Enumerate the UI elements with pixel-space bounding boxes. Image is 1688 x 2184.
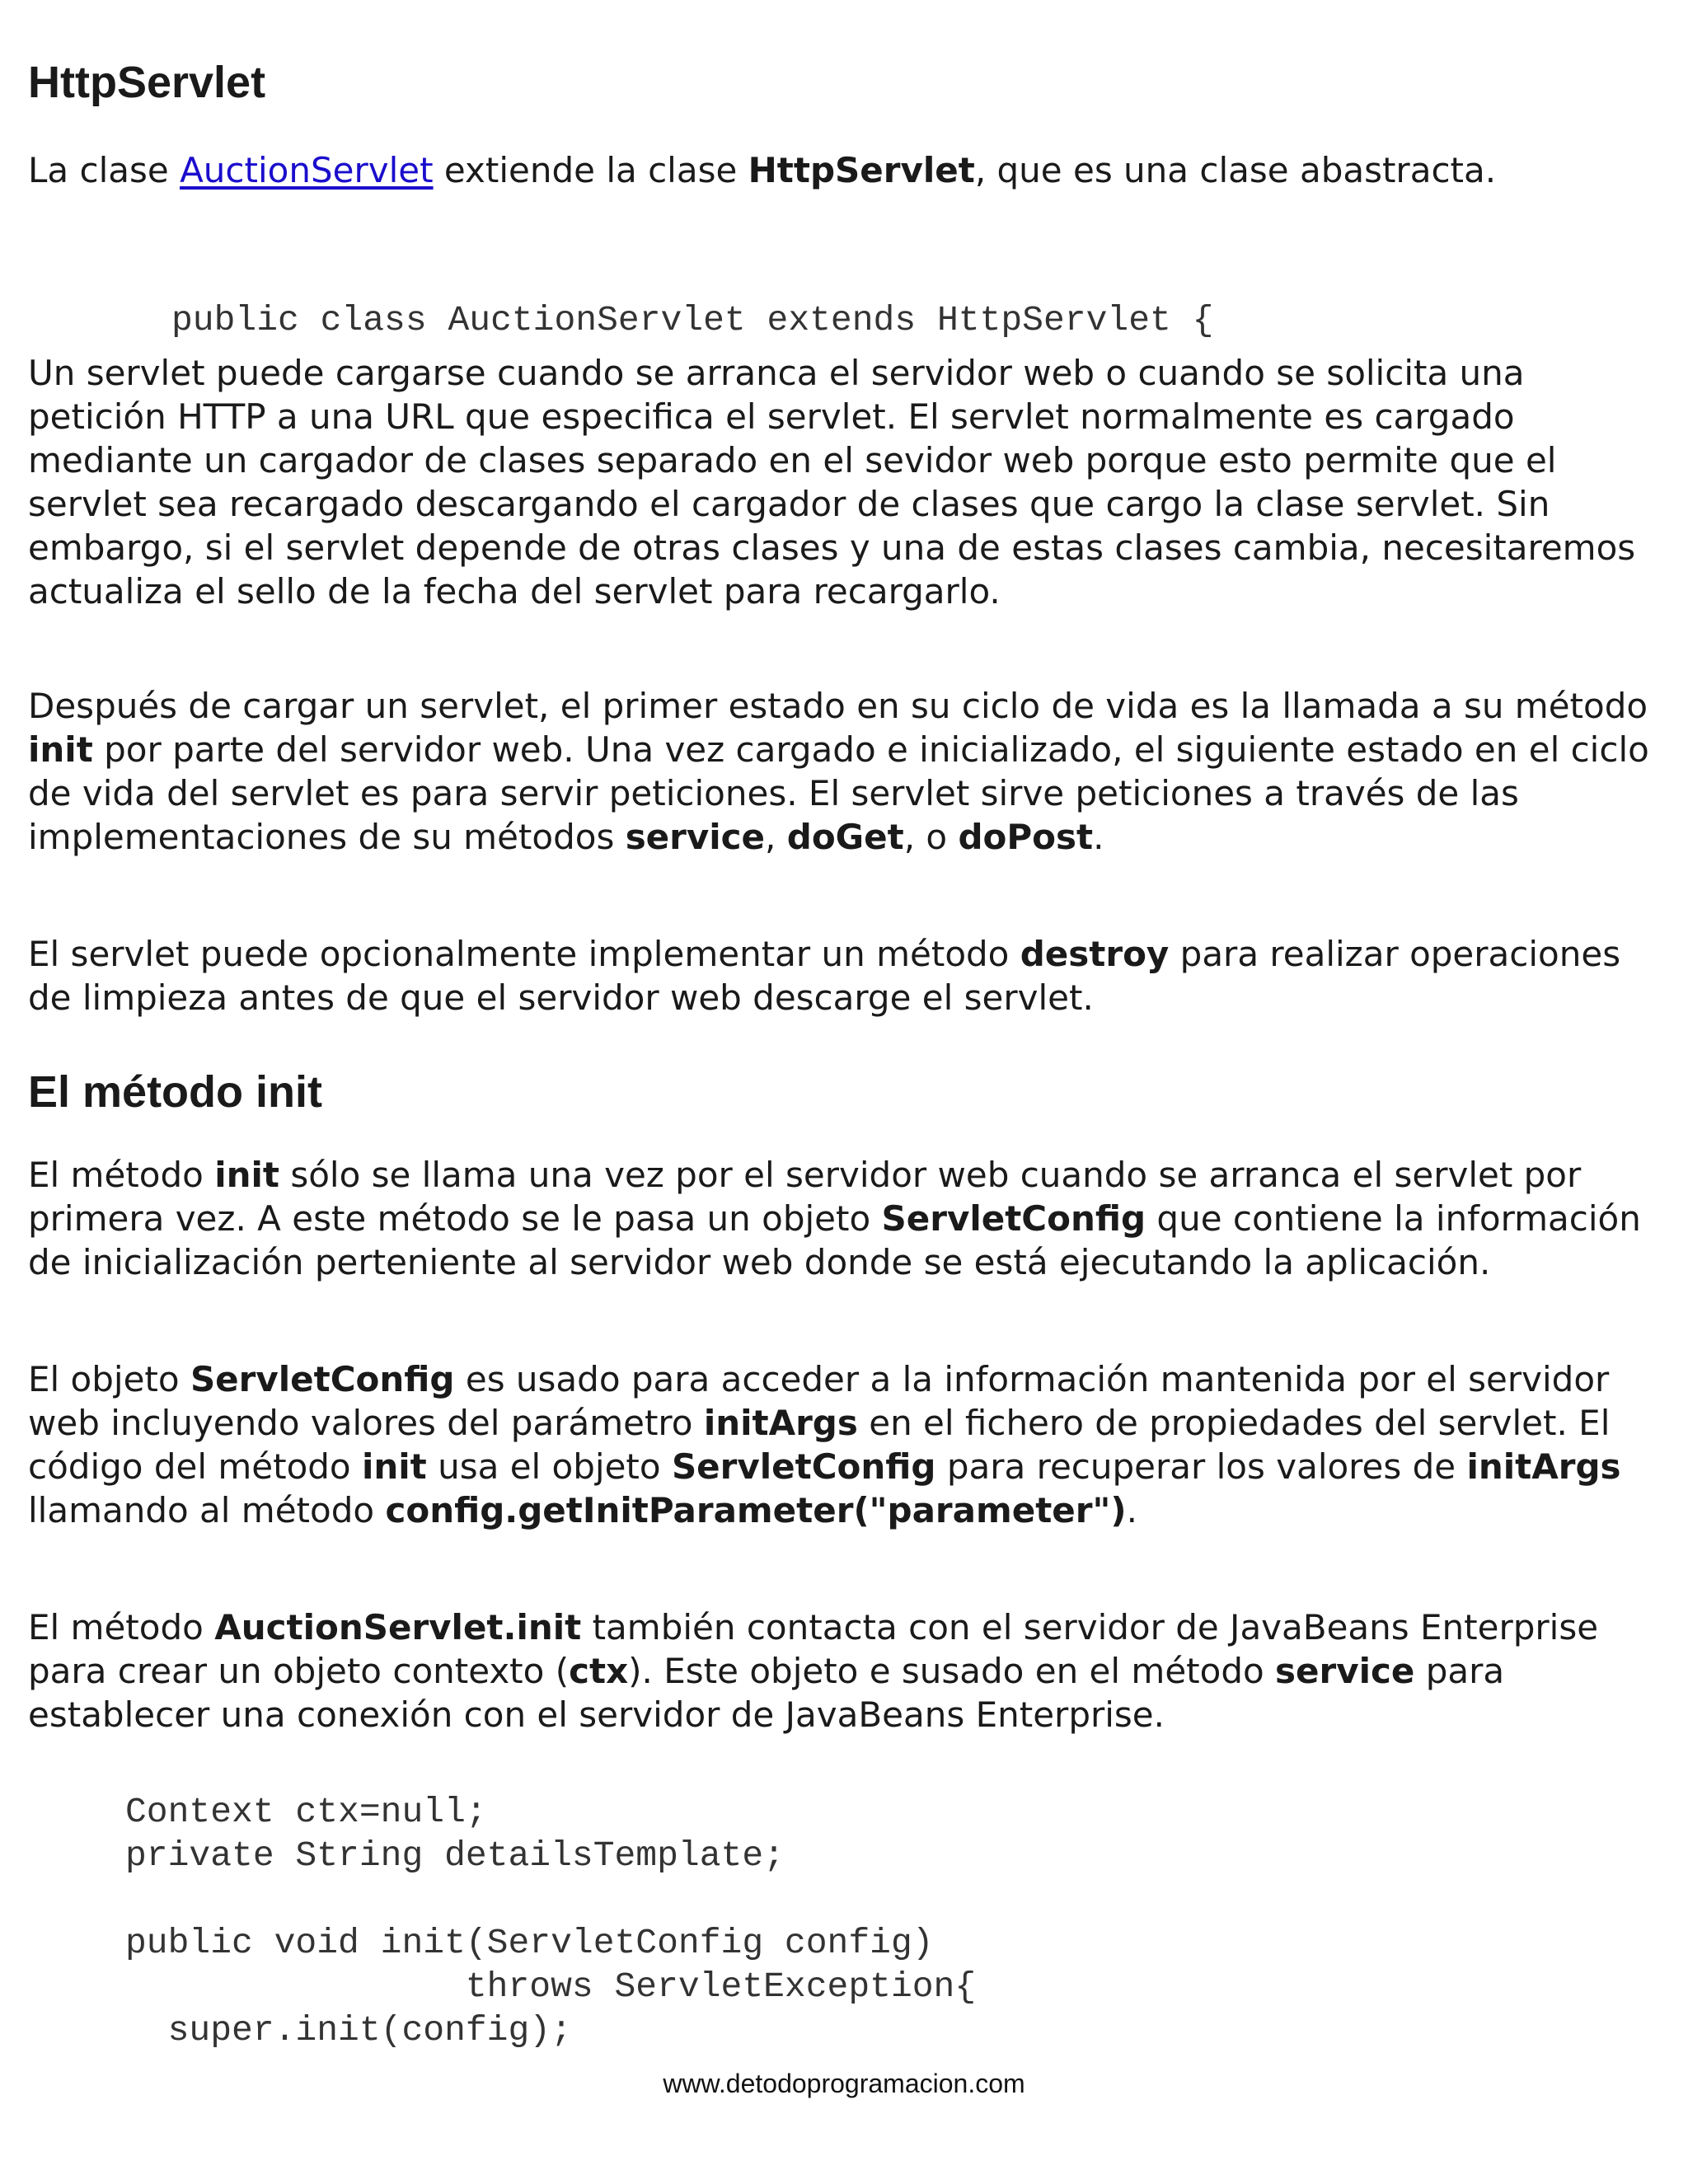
text-run: El método bbox=[28, 1155, 215, 1195]
text-run: , bbox=[765, 817, 787, 857]
bold-term: doGet bbox=[786, 817, 904, 857]
code-block-init: Context ctx=null; private String detailsTemplate; public void init(ServletConfig config) throws ServletException{ super.init(config); bbox=[125, 1792, 977, 2050]
paragraph-lifecycle bbox=[28, 684, 1656, 859]
text-run: . bbox=[1126, 1490, 1137, 1530]
paragraph-destroy bbox=[28, 932, 1656, 1019]
bold-term: init bbox=[361, 1446, 427, 1487]
text-run: , que es una clase abastracta. bbox=[974, 150, 1497, 190]
paragraph-servletconfig bbox=[28, 1357, 1656, 1532]
bold-term: AuctionServlet.init bbox=[214, 1607, 582, 1647]
text-run: El servlet puede opcionalmente implementar un método bbox=[28, 934, 1020, 974]
text-run: sólo se llama una vez por el servidor web cuando se arranca el servlet por primera vez. A este método se le pasa un objeto bbox=[28, 1155, 1582, 1239]
section-title-httpservlet: HttpServlet bbox=[28, 58, 266, 107]
bold-term: service bbox=[625, 817, 766, 857]
text-run: para realizar operaciones de limpieza antes de que el servidor web descarge el servlet. bbox=[28, 934, 1621, 1018]
bold-term: ServletConfig bbox=[671, 1446, 936, 1487]
text-run: extiende la clase bbox=[433, 150, 748, 190]
text-run: en el fichero de propiedades del servlet. El código del método bbox=[28, 1403, 1611, 1487]
text-run: ). Este objeto e susado en el método bbox=[628, 1651, 1276, 1691]
bold-term: init bbox=[28, 729, 93, 770]
text-run: La clase bbox=[28, 150, 181, 190]
text-run: para recuperar los valores de bbox=[935, 1446, 1467, 1487]
text-run: para establecer una conexión con el servidor de JavaBeans Enterprise. bbox=[28, 1651, 1505, 1735]
text-run: por parte del servidor web. Una vez cargado e inicializado, el siguiente estado en el ciclo de vida del servlet es para servir peticiones. El servlet sirve peticiones a través de las implementaciones de su métodos bbox=[28, 729, 1649, 857]
text-run: , o bbox=[903, 817, 959, 857]
paragraph-init-once bbox=[28, 1153, 1656, 1284]
text-run: . bbox=[1093, 817, 1104, 857]
text-run: que contiene la información de inicialización perteniente al servidor web donde se está ejecutando la aplicación. bbox=[28, 1198, 1641, 1282]
bold-term: ctx bbox=[569, 1651, 629, 1691]
intro-paragraph bbox=[28, 148, 1656, 192]
text-run: El objeto bbox=[28, 1359, 190, 1399]
bold-term: service bbox=[1275, 1651, 1415, 1691]
paragraph-servlet-loading: Un servlet puede cargarse cuando se arranca el servidor web o cuando se solicita una petición HTTP a una URL que especifica el servlet. El servlet normalmente es cargado mediante un cargador de clases separado en el sevidor web porque esto permite que el servlet sea recargado descargando el cargador de clases que cargo la clase servlet. Sin embargo, si el servlet depende de otras clases y una de estas clases cambia, necesitaremos actualiza el sello de la fecha del servlet para recargarlo. bbox=[28, 353, 1636, 612]
paragraph-auctionservlet-init bbox=[28, 1605, 1656, 1736]
text-run: El método bbox=[28, 1607, 215, 1647]
footer-url: www.detodoprogramacion.com bbox=[663, 2069, 1025, 2098]
bold-term: initArgs bbox=[1466, 1446, 1621, 1487]
code-block-class-declaration: public class AuctionServlet extends HttpServlet { bbox=[171, 300, 1214, 340]
bold-term: HttpServlet bbox=[748, 150, 975, 190]
text-run: usa el objeto bbox=[426, 1446, 672, 1487]
bold-term: init bbox=[214, 1155, 279, 1195]
bold-term: initArgs bbox=[703, 1403, 858, 1443]
auctionservlet-link[interactable]: AuctionServlet bbox=[180, 150, 434, 190]
text-run: es usado para acceder a la información mantenida por el servidor web incluyendo valores del parámetro bbox=[28, 1359, 1610, 1443]
text-run: llamando al método bbox=[28, 1490, 386, 1530]
section-title-init-method: El método init bbox=[28, 1067, 322, 1117]
text-run: Después de cargar un servlet, el primer estado en su ciclo de vida es la llamada a su método bbox=[28, 686, 1648, 726]
bold-term: config.getInitParameter("parameter") bbox=[385, 1490, 1127, 1530]
bold-term: destroy bbox=[1020, 934, 1170, 974]
text-run: también contacta con el servidor de JavaBeans Enterprise para crear un objeto contexto ( bbox=[28, 1607, 1599, 1691]
bold-term: ServletConfig bbox=[190, 1359, 455, 1399]
bold-term: ServletConfig bbox=[881, 1198, 1146, 1239]
bold-term: doPost bbox=[958, 817, 1094, 857]
